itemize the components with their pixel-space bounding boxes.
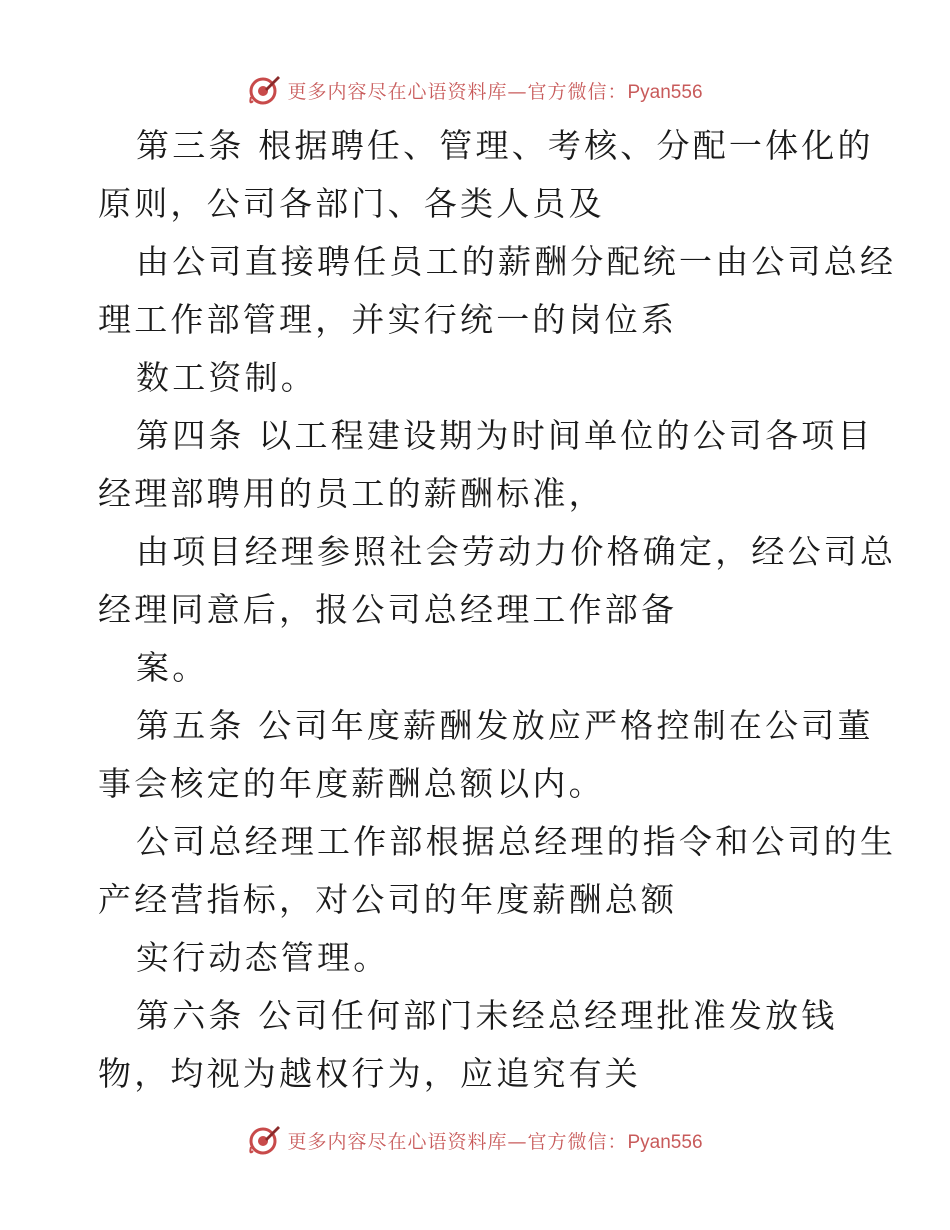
text-line: 第四条 以工程建设期为时间单位的公司各项目 — [136, 416, 874, 455]
text-line: 物，均视为越权行为，应追究有关 — [98, 1054, 641, 1093]
text-line: 实行动态管理。 — [136, 938, 390, 977]
text-line: 产经营指标，对公司的年度薪酬总额 — [98, 880, 678, 919]
text-line: 案。 — [136, 648, 209, 687]
brand-logo-icon — [247, 73, 281, 107]
text-line: 事会核定的年度薪酬总额以内。 — [98, 764, 605, 803]
brand-logo-icon — [247, 1123, 281, 1157]
text-line: 第三条 根据聘任、管理、考核、分配一体化的 — [136, 126, 874, 165]
text-line: 由公司直接聘任员工的薪酬分配统一由公司总经 — [136, 242, 897, 281]
text-line: 第五条 公司年度薪酬发放应严格控制在公司董 — [136, 706, 874, 745]
text-line: 第六条 公司任何部门未经总经理批准发放钱 — [136, 996, 838, 1035]
watermark-text: 更多内容尽在心语资料库—官方微信：Pyan556 — [287, 1130, 703, 1153]
text-line: 由项目经理参照社会劳动力价格确定，经公司总 — [136, 532, 897, 571]
text-line: 经理同意后，报公司总经理工作部备 — [98, 590, 678, 629]
watermark-text: 更多内容尽在心语资料库—官方微信：Pyan556 — [287, 80, 703, 103]
text-line: 经理部聘用的员工的薪酬标准， — [98, 474, 605, 513]
text-line: 数工资制。 — [136, 358, 317, 397]
text-line: 公司总经理工作部根据总经理的指令和公司的生 — [136, 822, 897, 861]
header-watermark — [0, 70, 950, 110]
footer-watermark — [0, 1120, 950, 1160]
text-line: 原则，公司各部门、各类人员及 — [98, 184, 605, 223]
text-line: 理工作部管理，并实行统一的岗位系 — [98, 300, 678, 339]
